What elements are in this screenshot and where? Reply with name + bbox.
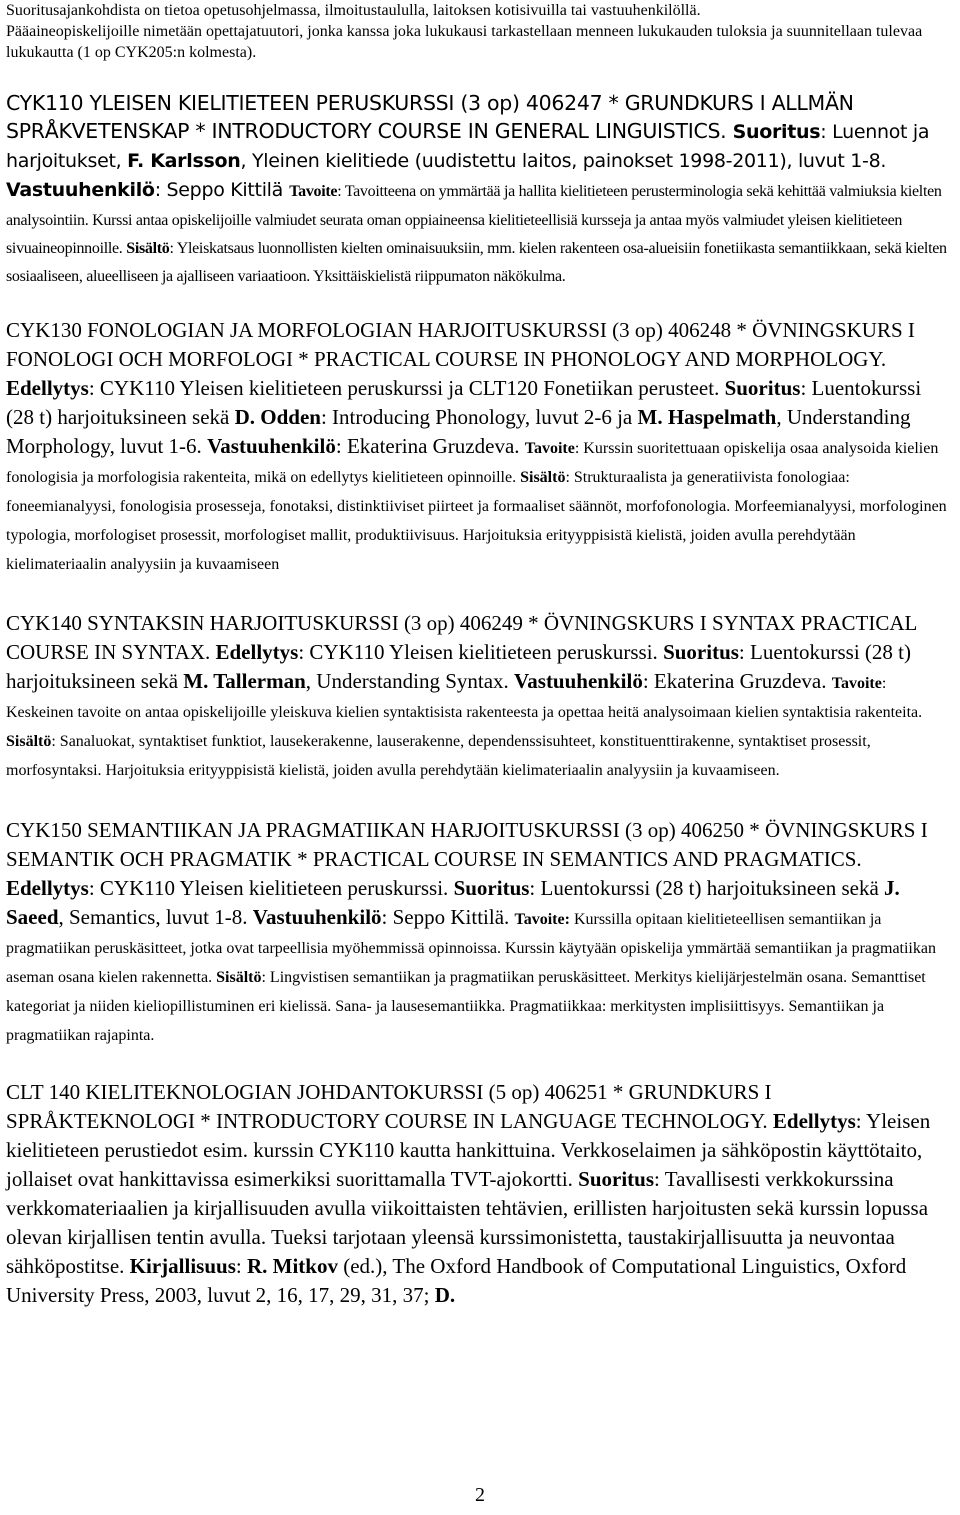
sisalto-label: Sisältö — [126, 240, 170, 257]
tavoite-label: Tavoite: — [514, 911, 570, 928]
author-odden: D. Odden — [234, 405, 321, 429]
course-cyk130: CYK130 FONOLOGIAN JA MORFOLOGIAN HARJOITUSKURSSI (3 op) 406248 * ÖVNINGSKURS I FONOLOGI OCH MORFOLOGI * PRACTICAL COURSE IN PHONOLOGY AND MORPHOLOGY. Edellytys: CYK110 Yleisen kielitieteen peruskurssi ja CLT120 Fonetiikan perusteet. Suoritus: Luentokurssi (28 t) harjoituksineen sekä D. Odden: Introducing Phonology, luvut 2-6 ja M. Haspelmath, Understanding Morphology, luvut 1-6. Vastuuhenkilö: Ekaterina Gruzdeva. Tavoite: Kurssin suoritettuaan opiskelija osaa analysoida kielien fonologisia ja morfologisia rakenteita, mikä on edellytys kielitieteen opinnoille. Sisältö: Strukturaalista ja generatiivista fonologiaa: foneemianalyysi, fonologisia prosesseja, fonotaksi, distinktiiviset piirteet ja formaaliset säännöt, morfofonologia. Morfeemianalyysi, morfologinen typologia, morfologiset prosessit, morfologiset mallit, produktiivisuus. Harjoituksia erityyppisistä kielistä, joiden avulla perehdytään kielimateriaalin analyysiin ja kuvaamiseen — [6, 318, 947, 573]
author-mitkov: R. Mitkov — [246, 1254, 338, 1278]
suoritus-label: Suoritus — [578, 1167, 655, 1191]
tavoite-label: Tavoite — [524, 440, 575, 457]
edellytys-label: Edellytys — [6, 876, 89, 900]
suoritus-label: Suoritus — [663, 640, 739, 664]
suoritus-label: Suoritus — [732, 121, 821, 143]
course-cyk110-title: CYK110 YLEISEN KIELITIETEEN PERUSKURSSI (3 op) 406247 * GRUNDKURS I ALLMÄN SPRÅKVETENSKAP * INTRODUCTORY COURSE IN GENERAL LINGUISTICS. Suoritus: Luennot ja harjoitukset, F. Karlsson, Yleinen kielitiede (uudistettu laitos, painokset 1998-2011), luvut 1-8. Vastuuhenkilö: Seppo Kittilä Tavoite: Tavoitteena on ymmärtää ja hallita kielitieteen perusterminologia sekä kehittää valmiuksia kielten analysointiin. Kurssi antaa opiskelijoille valmiudet seurata oman oppiaineensa kielitieteellisiä kursseja ja antaa myös valmiudet yleisen kielitieteen sivuaineopinnoille. Sisältö: Yleiskatsaus luonnollisten kielten ominaisuuksiin, mm. kielen rakenteen osa-alueisiin fonetiikasta semantiikkaan, sekä kielten sosiaaliseen, alueelliseen ja ajalliseen variaatioon. Yksittäiskielistä riippumaton näkökulma. — [6, 91, 947, 285]
vastuu-label: Vastuuhenkilö — [514, 669, 643, 693]
course-cyk140-title: CYK140 SYNTAKSIN HARJOITUSKURSSI (3 op) 406249 * ÖVNINGSKURS I SYNTAX PRACTICAL COURSE IN SYNTAX. — [6, 611, 917, 664]
suoritus-label: Suoritus — [724, 376, 801, 400]
course-cyk130-title: CYK130 FONOLOGIAN JA MORFOLOGIAN HARJOITUSKURSSI (3 op) 406248 * ÖVNINGSKURS I FONOLOGI OCH MORFOLOGI * PRACTICAL COURSE IN PHONOLOGY AND MORPHOLOGY. — [6, 318, 915, 371]
intro-paragraph — [6, 0, 952, 63]
author-saeed: J. Saeed — [6, 876, 900, 929]
tavoite-label: Tavoite — [831, 675, 882, 692]
vastuu-label: Vastuuhenkilö — [252, 905, 382, 929]
edellytys-label: Edellytys — [215, 640, 299, 664]
course-clt140-title: CLT 140 KIELITEKNOLOGIAN JOHDANTOKURSSI (5 op) 406251 * GRUNDKURS I SPRÅKTEKNOLOGI * INTRODUCTORY COURSE IN LANGUAGE TECHNOLOGY. — [6, 1080, 772, 1133]
intro-line-1: Suoritusajankohdista on tietoa opetusohjelmassa, ilmoitustaululla, laitoksen kotisivuilla tai vastuuhenkilöllä. — [6, 2, 701, 19]
vastuu-label: Vastuuhenkilö — [207, 434, 336, 458]
tavoite-label: Tavoite — [289, 183, 338, 200]
sisalto-label: Sisältö — [216, 969, 262, 986]
sisalto-label: Sisältö — [520, 469, 566, 486]
edellytys-label: Edellytys — [6, 376, 89, 400]
course-cyk150: CYK150 SEMANTIIKAN JA PRAGMATIIKAN HARJOITUSKURSSI (3 op) 406250 * ÖVNINGSKURS I SEMANTIK OCH PRAGMATIK * PRACTICAL COURSE IN SEMANTICS AND PRAGMATICS. Edellytys: CYK110 Yleisen kielitieteen peruskurssi. Suoritus: Luentokurssi (28 t) harjoituksineen sekä J. Saeed, Semantics, luvut 1-8. Vastuuhenkilö: Seppo Kittilä. Tavoite: Kurssilla opitaan kielitieteellisen semantiikan ja pragmatiikan peruskäsitteet, jotka ovat tarpeellisia myöhemmissä opinnoissa. Kurssin käytyään opiskelija ymmärtää semantiikan ja pragmatiikan aseman osana kielen rakennetta. Sisältö: Lingvistisen semantiikan ja pragmatiikan peruskäsitteet. Merkitys kielijärjestelmän osana. Semanttiset kategoriat ja niiden kieliopillistuminen eri kielissä. Sana- ja lausesemantiikka. Pragmatiikkaa: merkitysten implisiittisyys. Semantiikan ja pragmatiikan rajapinta. — [6, 818, 936, 1044]
course-cyk150-title: CYK150 SEMANTIIKAN JA PRAGMATIIKAN HARJOITUSKURSSI (3 op) 406250 * ÖVNINGSKURS I SEMANTIK OCH PRAGMATIK * PRACTICAL COURSE IN SEMANTICS AND PRAGMATICS. — [6, 818, 928, 871]
sisalto-label: Sisältö — [6, 733, 52, 750]
kirjallisuus-label: Kirjallisuus — [129, 1254, 236, 1278]
page-number: 2 — [475, 1484, 485, 1506]
edellytys-label: Edellytys — [772, 1109, 856, 1133]
course-cyk140: CYK140 SYNTAKSIN HARJOITUSKURSSI (3 op) 406249 * ÖVNINGSKURS I SYNTAX PRACTICAL COURSE IN SYNTAX. Edellytys: CYK110 Yleisen kielitieteen peruskurssi. Suoritus: Luentokurssi (28 t) harjoituksineen sekä M. Tallerman, Understanding Syntax. Vastuuhenkilö: Ekaterina Gruzdeva. Tavoite: Keskeinen tavoite on antaa opiskelijoille yleiskuva kielien syntaktisista rakenteesta ja opettaa heitä analysoimaan kielien syntaktisia rakenteita. Sisältö: Sanaluokat, syntaktiset funktiot, lausekerakenne, lauserakenne, dependenssisuhteet, konstituenttirakenne, syntaktiset prosessit, morfosyntaksi. Harjoituksia erityyppisistä kielistä, joiden avulla perehdytään kielimateriaalin analyysiin ja kuvaamiseen. — [6, 611, 923, 779]
course-cyk110 — [6, 89, 952, 288]
author-haspelmath: M. Haspelmath — [637, 405, 777, 429]
vastuu-label: Vastuuhenkilö — [6, 179, 155, 201]
author-karlsson: F. Karlsson — [127, 150, 241, 172]
intro-line-2: Pääaineopiskelijoille nimetään opettajatuutori, jonka kanssa joka lukukausi tarkastellaan menneen lukukauden tuloksia ja suunnitellaan tulevaa lukukautta (1 op CYK205:n kolmesta). — [6, 23, 923, 61]
document-page — [6, 0, 952, 1310]
author-tallerman: M. Tallerman — [183, 669, 306, 693]
suoritus-label: Suoritus — [453, 876, 530, 900]
course-clt140: CLT 140 KIELITEKNOLOGIAN JOHDANTOKURSSI (5 op) 406251 * GRUNDKURS I SPRÅKTEKNOLOGI * INTRODUCTORY COURSE IN LANGUAGE TECHNOLOGY. Edellytys: Yleisen kielitieteen perustiedot esim. kurssin CYK110 kautta hankittuina. Verkkoselaimen ja sähköpostin käyttötaito, jollaiset ovat hankittavissa esimerkiksi suorittamalla TVT-ajokortti. Suoritus: Tavallisesti verkkokurssina verkkomateriaalien ja kirjallisuuden avulla viikoittaisten tehtävien, erillisten harjoitusten sekä kurssin lopussa olevan kirjallisen tentin avulla. Tueksi tarjotaan yleensä kurssimonistetta, taustakirjallisuutta ja neuvontaa sähköpostitse. Kirjallisuus: R. Mitkov (ed.), The Oxford Handbook of Computational Linguistics, Oxford University Press, 2003, luvut 2, 16, 17, 29, 31, 37; D. — [6, 1080, 931, 1307]
author-continued: D. — [434, 1283, 456, 1307]
